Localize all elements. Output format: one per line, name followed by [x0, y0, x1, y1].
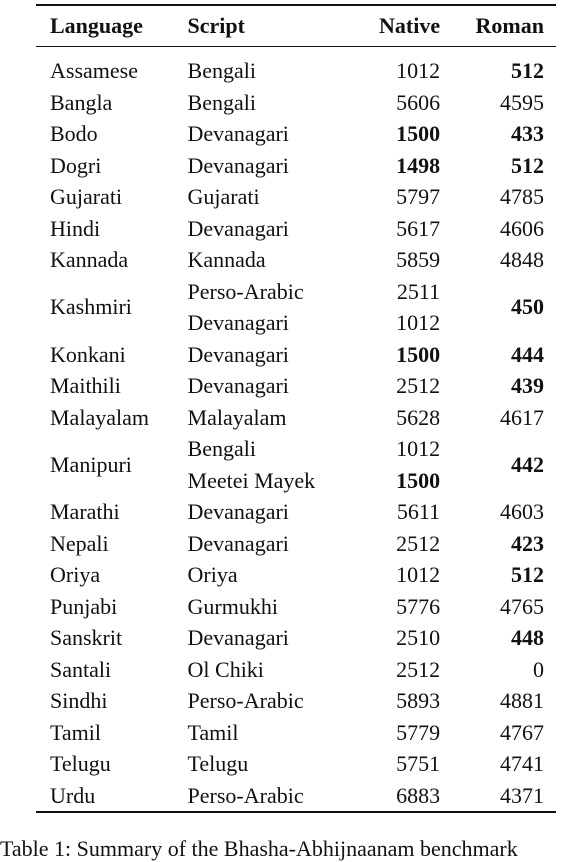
- cell-native: 1012: [396, 58, 441, 83]
- cell-script: Telugu: [187, 751, 249, 776]
- cell-native: 5606: [396, 89, 441, 115]
- cell-script: Bengali: [187, 89, 256, 115]
- cell-script: Kannada: [187, 247, 266, 272]
- cell-language: Hindi: [50, 215, 101, 241]
- table-row: [36, 181, 556, 213]
- cell-native: 5859: [396, 247, 441, 272]
- cell-roman: 4603: [500, 499, 544, 524]
- cell-native: 2510: [396, 625, 441, 650]
- cell-native: 1012: [396, 562, 441, 587]
- cell-native: 6883: [396, 782, 441, 808]
- cell-script: Devanagari: [187, 152, 289, 178]
- cell-native: 1500: [396, 341, 441, 367]
- cell-language: Nepali: [50, 530, 109, 556]
- cell-roman: 0: [533, 656, 544, 682]
- cell-language: Bodo: [50, 121, 98, 146]
- cell-native: 5617: [396, 215, 441, 241]
- cell-roman: 450: [511, 294, 544, 320]
- table-row: [36, 528, 556, 560]
- cell-script: Devanagari: [187, 373, 289, 398]
- cell-native: 2512: [396, 373, 441, 398]
- cell-roman: 4785: [500, 184, 544, 209]
- cell-language: Tamil: [50, 719, 102, 745]
- cell-roman: 4765: [500, 593, 544, 619]
- cell-native: 5797: [396, 184, 441, 209]
- cell-roman: 433: [511, 121, 544, 146]
- table-row: [36, 213, 556, 245]
- cell-script: Devanagari: [187, 499, 289, 524]
- cell-native: 5611: [396, 499, 441, 524]
- table-row: [36, 654, 556, 686]
- table-caption: Table 1: Summary of the Bhasha-Abhijnaanam benchmark: [0, 836, 518, 861]
- table-row: [36, 244, 556, 276]
- cell-script: Bengali: [187, 436, 256, 461]
- cell-script: Devanagari: [187, 215, 289, 241]
- cell-roman: 4741: [500, 751, 544, 776]
- cell-language: Sanskrit: [50, 625, 123, 650]
- table-row: [36, 150, 556, 182]
- table-row: [36, 685, 556, 717]
- cell-script: Oriya: [187, 562, 238, 587]
- cell-script: Meetei Mayek: [187, 467, 316, 493]
- cell-language: Santali: [50, 656, 112, 682]
- cell-native: 1498: [396, 152, 441, 178]
- cell-native: 1500: [396, 121, 441, 146]
- cell-native: 2512: [396, 656, 441, 682]
- header-script: Script: [187, 13, 245, 39]
- cell-script: Devanagari: [187, 341, 289, 367]
- cell-roman: 423: [511, 530, 544, 556]
- cell-language: Kashmiri: [50, 294, 132, 320]
- cell-roman: 4371: [500, 782, 544, 808]
- cell-native: 5628: [396, 404, 441, 430]
- table-row: [36, 559, 556, 591]
- cell-native: 1012: [396, 310, 441, 335]
- table-body: [36, 47, 556, 813]
- cell-roman: 4606: [500, 215, 544, 241]
- cell-script: Devanagari: [187, 625, 289, 650]
- table-row: [36, 118, 556, 150]
- cell-native: 1012: [396, 436, 441, 461]
- cell-roman: 512: [511, 152, 544, 178]
- cell-native: 2512: [396, 530, 441, 556]
- table-row: [36, 622, 556, 654]
- table-row: [36, 748, 556, 780]
- cell-script: Malayalam: [187, 404, 287, 430]
- summary-table-container: [36, 4, 556, 813]
- cell-roman: 512: [511, 562, 544, 587]
- cell-language: Assamese: [50, 58, 138, 83]
- table-row: [36, 370, 556, 402]
- table-row: [36, 339, 556, 371]
- cell-roman: 444: [511, 341, 544, 367]
- table-row: [36, 591, 556, 623]
- cell-script: Bengali: [187, 58, 256, 83]
- cell-language: Dogri: [50, 152, 102, 178]
- header-roman: Roman: [475, 13, 544, 39]
- table-row: [36, 496, 556, 528]
- cell-script: Perso-Arabic: [187, 782, 304, 808]
- cell-language: Kannada: [50, 247, 129, 272]
- cell-language: Maithili: [50, 373, 121, 398]
- cell-roman: 4617: [500, 404, 544, 430]
- cell-native: 1500: [396, 467, 441, 493]
- cell-language: Sindhi: [50, 688, 108, 713]
- table-row: [36, 433, 556, 465]
- table-row: [36, 47, 556, 87]
- cell-script: Perso-Arabic: [187, 278, 304, 304]
- table-row: [36, 717, 556, 749]
- cell-roman: 4767: [500, 719, 544, 745]
- header-native: Native: [379, 13, 441, 39]
- cell-script: Tamil: [187, 719, 239, 745]
- cell-roman: 442: [511, 451, 544, 477]
- cell-native: 5779: [396, 719, 441, 745]
- cell-roman: 512: [511, 58, 544, 83]
- cell-script: Perso-Arabic: [187, 688, 304, 713]
- header-language: Language: [50, 13, 143, 39]
- cell-script: Gurmukhi: [187, 593, 278, 619]
- cell-language: Manipuri: [50, 451, 132, 477]
- cell-roman: 448: [511, 625, 544, 650]
- table-row: [36, 780, 556, 813]
- table-row: [36, 402, 556, 434]
- cell-native: 5893: [396, 688, 441, 713]
- cell-language: Gujarati: [50, 184, 123, 209]
- cell-script: Ol Chiki: [187, 656, 264, 682]
- cell-language: Bangla: [50, 89, 113, 115]
- cell-native: 5776: [396, 593, 441, 619]
- cell-roman: 4881: [500, 688, 544, 713]
- cell-roman: 439: [511, 373, 544, 398]
- cell-native: 5751: [396, 751, 441, 776]
- cell-script: Devanagari: [187, 530, 289, 556]
- summary-table: [36, 4, 556, 813]
- cell-native: 2511: [396, 278, 441, 304]
- cell-script: Devanagari: [187, 121, 289, 146]
- table-row: [36, 87, 556, 119]
- cell-roman: 4595: [500, 89, 544, 115]
- table-header-row: [36, 5, 556, 47]
- cell-language: Konkani: [50, 341, 126, 367]
- cell-script: Gujarati: [187, 184, 260, 209]
- cell-language: Marathi: [50, 499, 120, 524]
- table-row: [36, 276, 556, 308]
- cell-script: Devanagari: [187, 310, 289, 335]
- cell-language: Punjabi: [50, 593, 118, 619]
- cell-roman: 4848: [500, 247, 544, 272]
- cell-language: Telugu: [50, 751, 111, 776]
- cell-language: Malayalam: [50, 404, 149, 430]
- cell-language: Oriya: [50, 562, 101, 587]
- cell-language: Urdu: [50, 782, 96, 808]
